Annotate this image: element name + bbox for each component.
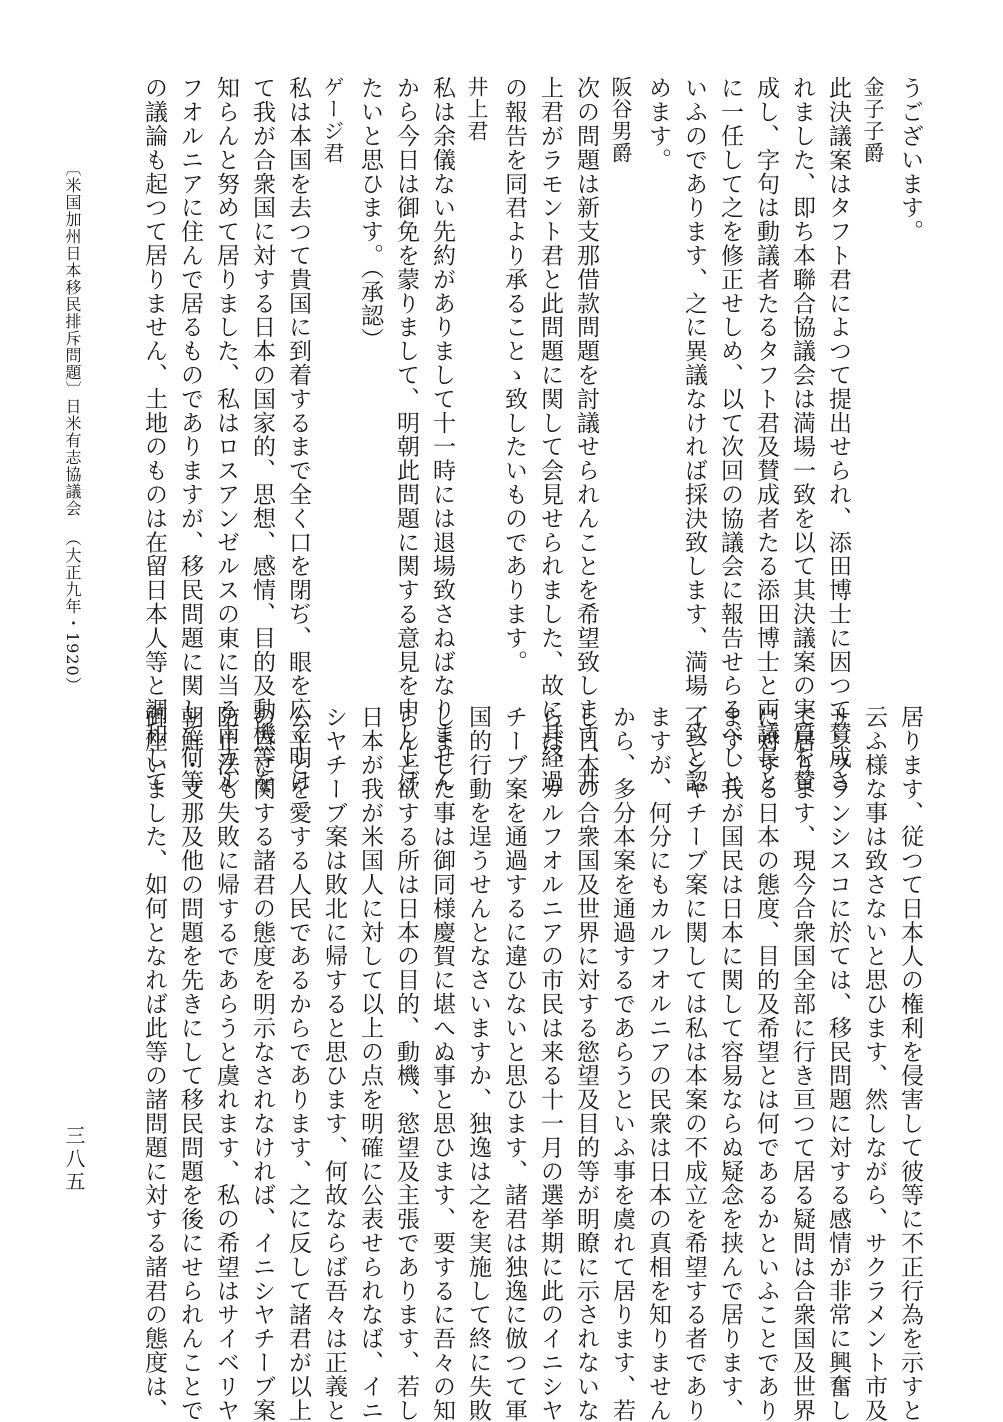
text-column: 公平とを愛する人民であるからであります、之に反して諸君が以上 <box>285 705 311 1422</box>
text-column: 朝鮮・支那及他の問題を先きにして移民問題を後にせられんことで <box>177 705 203 1422</box>
speaker-name: 井上君 <box>465 76 489 142</box>
text-column: から、多分本案を通過するであらうといふ事を虞れて居ります、若 <box>609 705 635 1422</box>
speaker-name: 阪谷男爵 <box>609 76 633 164</box>
text-column: ます、我が国民は日本に関して容易ならぬ疑念を挟んで居ります、 <box>717 705 743 1422</box>
text-column: 私は本国を去つて貴国に到着するまで全く口を閉ぢ、眼を広く明け <box>285 76 311 793</box>
text-column: らんと欲する所は日本の目的、動機、慾望及主張であります、若し <box>393 705 419 1422</box>
text-column: サンフランシスコに於ては、移民問題に対する感情が非常に興奮し <box>825 705 851 1422</box>
text-column: 日本が我が米国人に対して以上の点を明確に公表せられなば、イニ <box>357 705 383 1422</box>
text-column: フオルニアに住んで居るものでありますが、移民問題に関して何等 <box>177 76 203 793</box>
text-column: らば、カルフオルニアの市民は来る十一月の選挙期に此のイニシヤ <box>537 705 563 1422</box>
text-column: 上君がラモント君と此問題に関して会見せられました、故に其経過 <box>537 76 563 793</box>
text-column: れました、即ち本聯合協議会は満場一致を以て其決議案の実質を賛 <box>789 76 815 793</box>
text-column: 知らんと努めて居りました、私はロスアンゼルスの東に当る南カル <box>213 76 239 793</box>
text-column: 次の問題は新支那借款問題を討議せられんことを希望致します、井 <box>573 76 599 793</box>
text-column: て居ります、現今合衆国全部に行き亘つて居る疑問は合衆国及世界 <box>789 705 815 1422</box>
text-column: ますが、何分にもカルフオルニアの民衆は日本の真相を知りません <box>645 705 671 1422</box>
text-column: 御座いました、如何となれば此等の諸問題に対する諸君の態度は、 <box>141 705 167 1422</box>
text-column: 此決議案はタフト君によつて提出せられ、添田博士に因つて賛成さ <box>825 76 851 793</box>
text-column: チーブ案を通過するに違ひないと思ひます、諸君は独逸に倣つて軍 <box>501 705 527 1422</box>
text-column: うございます。 <box>897 76 923 244</box>
text-column: 居ります、従つて日本人の権利を侵害して彼等に不正行為を示すと <box>897 705 923 1422</box>
text-column: シヤチーブ案は敗北に帰すると思ひます、何故ならば吾々は正義と <box>321 705 347 1422</box>
running-footer-date: （大正九年・1920） <box>63 530 82 694</box>
speaker-name: ゲージ君 <box>321 76 345 164</box>
text-column: から今日は御免を蒙りまして、明朝此問題に関する意見を申し上げ <box>393 76 419 793</box>
text-column: に対する日本の態度、目的及希望とは何であるかといふことであり <box>753 705 779 1422</box>
text-column: イニシヤチーブ案に関しては私は本案の不成立を希望する者であり <box>681 705 707 1422</box>
text-column: 成し、字句は動議者たるタフト君及賛成者たる添田博士と両議長と <box>753 76 779 793</box>
text-column: の議論も起つて居りません、土地のものは在留日本人等と調和して <box>141 76 167 793</box>
running-footer-source: 日米有志協議会 <box>63 398 82 517</box>
speaker-name: 金子子爵 <box>861 76 885 164</box>
text-column: 私は余儀ない先約がありまして十一時には退場致さねばなりません <box>429 76 455 793</box>
text-column: 防止法も失敗に帰するであらうと虞れます、私の希望はサイベリヤ <box>213 705 239 1422</box>
text-column: 国的行動を逞うせんとなさいますか、独逸は之を実施して終に失敗 <box>465 705 491 1422</box>
text-column: しました事は御同様慶賀に堪へぬ事と思ひます、要するに吾々の知 <box>429 705 455 1422</box>
text-column: めます。 <box>645 76 671 172</box>
page-number: 三八五 <box>62 1125 86 1194</box>
text-column: し日本の合衆国及世界に対する慾望及目的等が明瞭に示されないな <box>573 705 599 1422</box>
text-column: 云ふ様な事は致さないと思ひます、然しながら、サクラメント市及 <box>861 705 887 1422</box>
text-column: の報告を同君より承ることゝ致したいものであります。 <box>501 76 527 674</box>
running-footer-series: 〔米国加州日本移民排斥問題〕 <box>63 160 82 398</box>
text-column: に一任して之を修正せしめ、以て次回の協議会に報告せらるべしと <box>717 76 743 793</box>
text-column: て我が合衆国に対する日本の国家的、思想、感情、目的及動機等を <box>249 76 275 793</box>
text-column: の点に関する諸君の態度を明示なされなければ、イニシヤチーブ案 <box>249 705 275 1422</box>
text-column: たいと思ひます。（承認） <box>357 76 383 352</box>
text-column: いふのであります、之に異議なければ採決致します、満場一致と認 <box>681 76 707 793</box>
